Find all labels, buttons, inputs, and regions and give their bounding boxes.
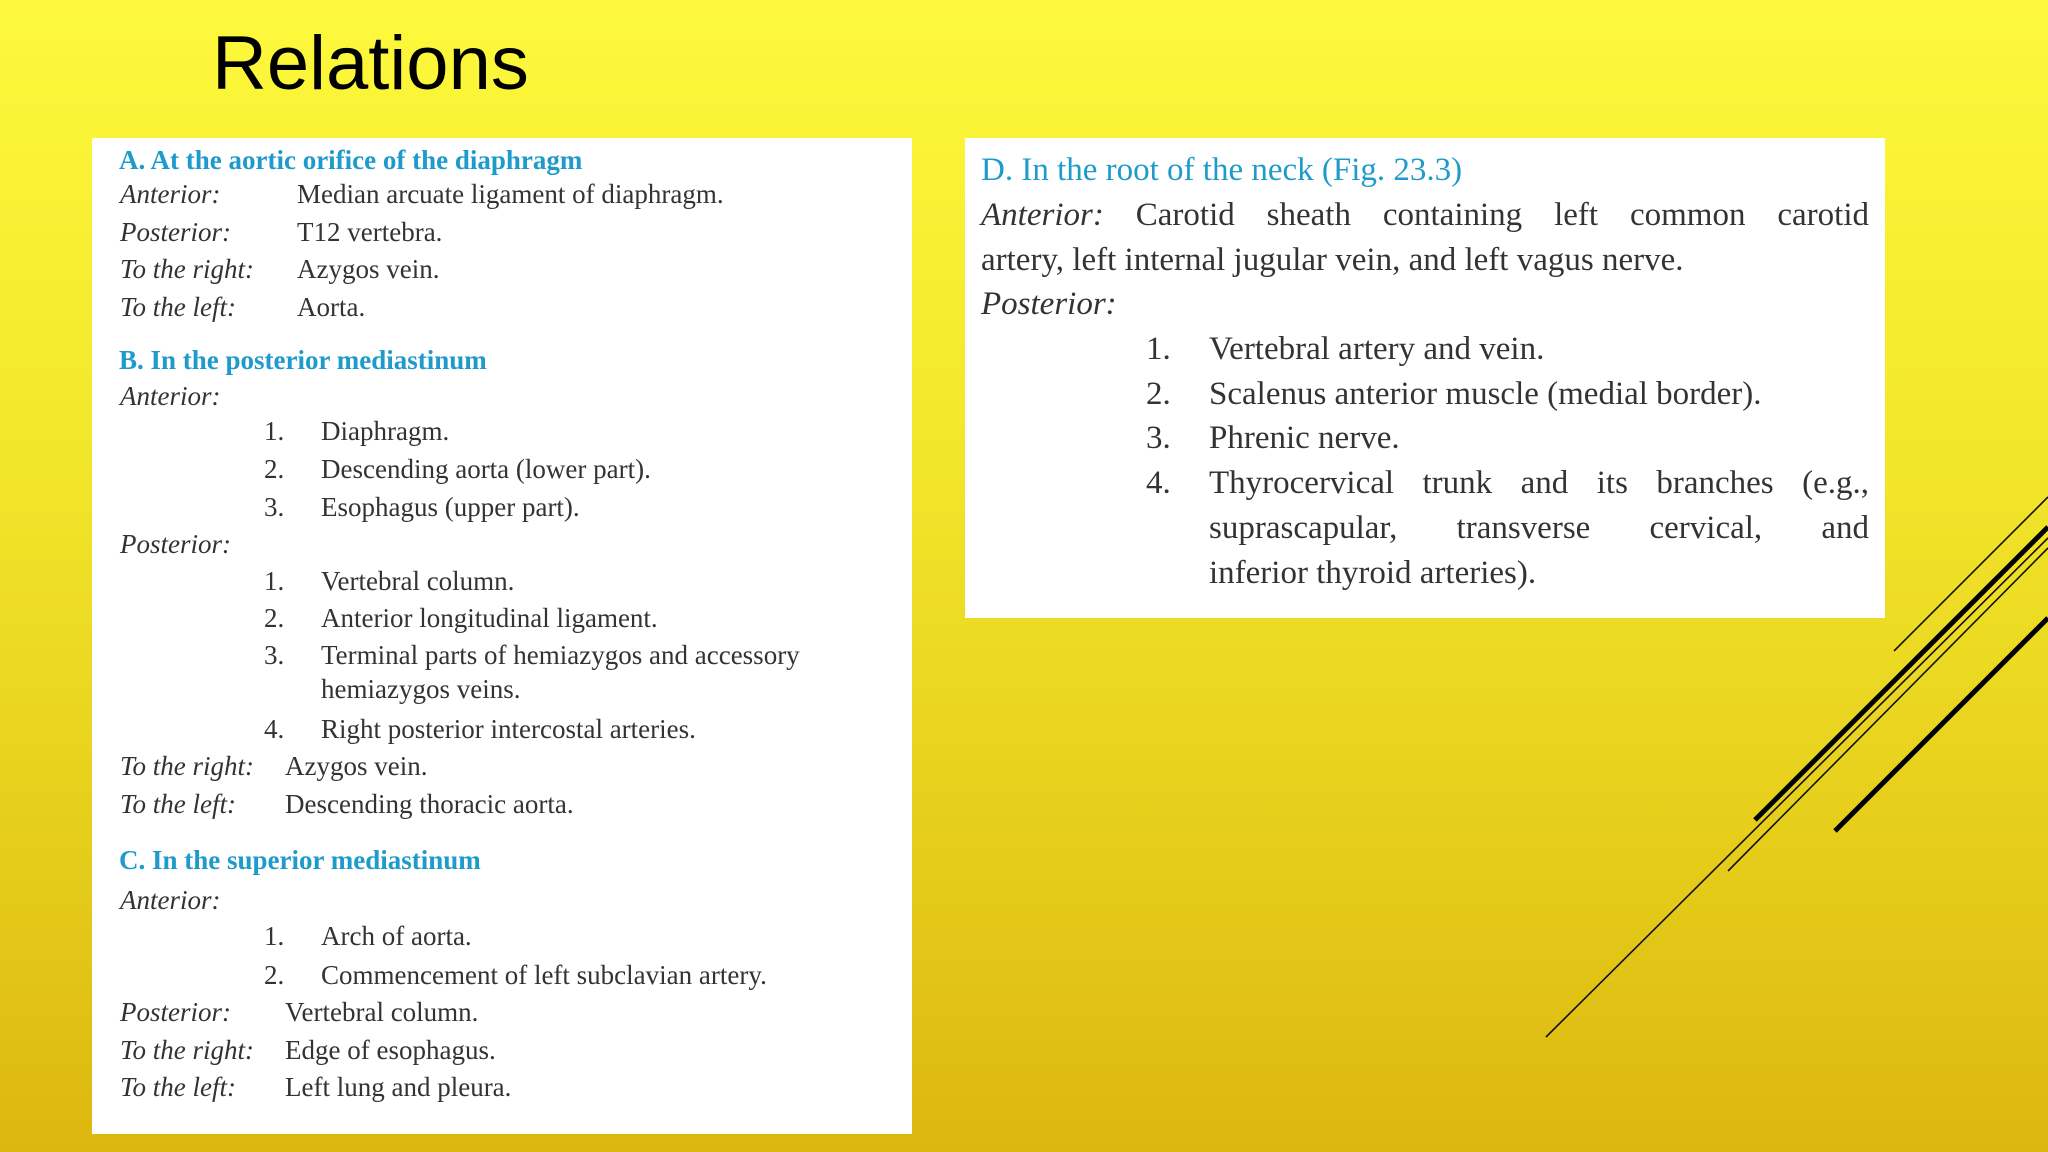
label: Posterior: — [120, 997, 231, 1027]
label: Posterior: — [981, 286, 1117, 322]
slide-title: Relations — [212, 21, 529, 106]
list-number: 3. — [1146, 420, 1171, 456]
list-number: 1. — [264, 416, 285, 446]
relation-text: Edge of esophagus. — [285, 1035, 496, 1065]
label: To the left: — [120, 292, 237, 322]
list-number: 1. — [1146, 331, 1171, 367]
list-item: Esophagus (upper part). — [321, 492, 580, 522]
label: Posterior: — [120, 217, 231, 247]
list-item: Arch of aorta. — [321, 921, 472, 951]
section-b-heading: B. In the posterior mediastinum — [119, 345, 487, 375]
relation-text: Carotid sheath containing left common carotid — [1135, 197, 1869, 233]
list-number: 2. — [1146, 376, 1171, 412]
list-item-continuation: suprascapular, transverse cervical, and — [1209, 510, 1869, 546]
label: To the right: — [120, 1035, 255, 1065]
section-d-heading: D. In the root of the neck (Fig. 23.3) — [981, 152, 1463, 188]
label: To the right: — [120, 254, 255, 284]
label: Anterior: — [120, 381, 221, 411]
list-item: Vertebral column. — [321, 566, 515, 596]
label: To the left: — [120, 789, 237, 819]
list-number: 2. — [264, 603, 285, 633]
relation-text: Azygos vein. — [285, 751, 428, 781]
list-item: Anterior longitudinal ligament. — [321, 603, 658, 633]
list-item-continuation: inferior thyroid arteries). — [1209, 555, 1537, 591]
label: To the left: — [120, 1072, 237, 1102]
list-item: Diaphragm. — [321, 416, 450, 446]
relation-text: Aorta. — [297, 292, 366, 322]
list-item: Terminal parts of hemiazygos and accessory — [321, 640, 800, 670]
relation-text: Vertebral column. — [285, 997, 479, 1027]
list-item: Scalenus anterior muscle (medial border). — [1209, 376, 1762, 412]
list-number: 2. — [264, 454, 285, 484]
list-item: Right posterior intercostal arteries. — [321, 714, 696, 744]
list-number: 3. — [264, 492, 285, 522]
list-item: Vertebral artery and vein. — [1209, 331, 1545, 367]
label: Anterior: — [120, 179, 221, 209]
list-number: 4. — [1146, 465, 1171, 501]
list-number: 2. — [264, 960, 285, 990]
relation-text: Descending thoracic aorta. — [285, 789, 574, 819]
list-number: 4. — [264, 714, 285, 744]
relation-text: Left lung and pleura. — [285, 1072, 512, 1102]
list-item: Descending aorta (lower part). — [321, 454, 651, 484]
relation-text: T12 vertebra. — [297, 217, 443, 247]
list-item: Thyrocervical trunk and its branches (e.g., — [1209, 465, 1869, 501]
list-number: 1. — [264, 566, 285, 596]
section-a-heading: A. At the aortic orifice of the diaphragm — [119, 145, 583, 175]
list-number: 1. — [264, 921, 285, 951]
label: Anterior: — [120, 885, 221, 915]
list-item: Phrenic nerve. — [1209, 420, 1400, 456]
section-c-heading: C. In the superior mediastinum — [119, 845, 481, 875]
label: Posterior: — [120, 529, 231, 559]
list-item-continuation: hemiazygos veins. — [321, 674, 521, 704]
list-item: Commencement of left subclavian artery. — [321, 960, 767, 990]
anterior-line-2: artery, left internal jugular vein, and left vagus nerve. — [981, 242, 1684, 278]
relation-text: Azygos vein. — [297, 254, 440, 284]
relation-text: Median arcuate ligament of diaphragm. — [297, 179, 724, 209]
label: Anterior: — [981, 197, 1104, 233]
label: To the right: — [120, 751, 255, 781]
list-number: 3. — [264, 640, 285, 670]
